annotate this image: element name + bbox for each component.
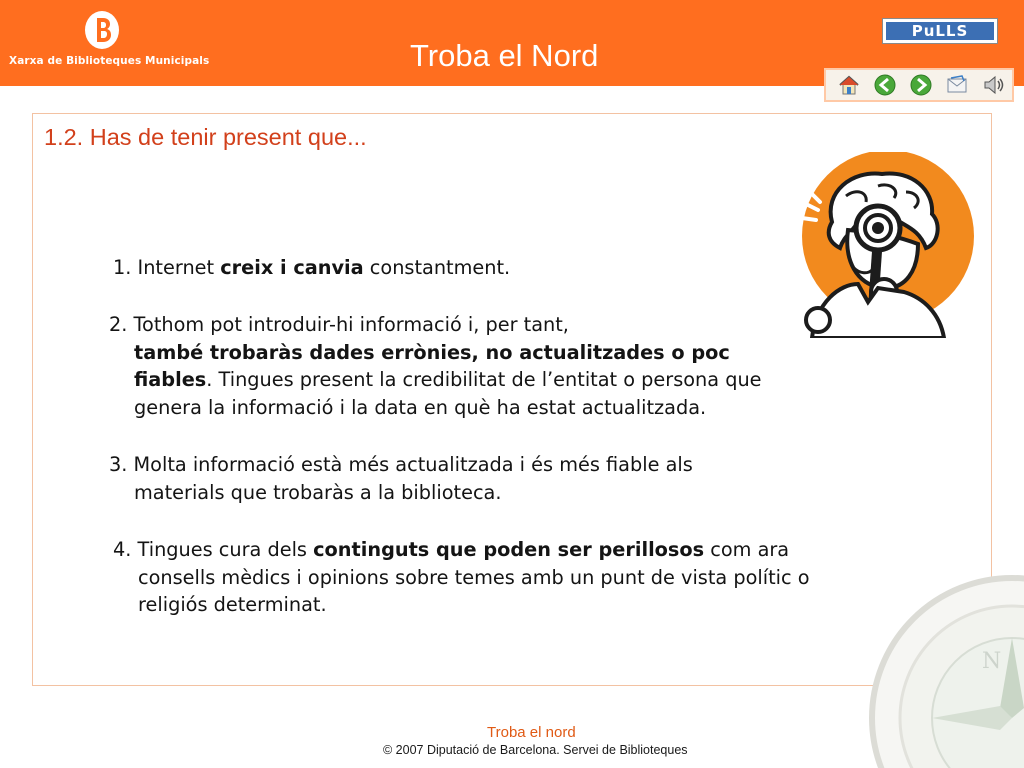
list-item-2	[109, 311, 762, 421]
logo-text: Xarxa de Biblioteques Municipals	[9, 55, 210, 67]
section-heading: 1.2. Has de tenir present que...	[44, 124, 367, 150]
svg-text:N: N	[982, 649, 1002, 674]
item-4-text: 4. Tingues cura dels	[113, 538, 314, 561]
list-item-3	[109, 451, 693, 506]
item-3-line-2: materials que trobaràs a la biblioteca.	[134, 480, 502, 504]
item-2-line-3: . Tingues present la credibilitat de l’entitat o persona que	[206, 368, 762, 391]
item-1-text: 1. Internet	[113, 256, 221, 279]
item-2-bold-word: fiables	[134, 368, 207, 391]
envelope-icon	[945, 73, 969, 97]
home-button[interactable]	[836, 72, 862, 98]
detective-magnifier-illustration	[782, 152, 982, 338]
forward-button[interactable]	[908, 72, 934, 98]
arrow-right-icon	[909, 73, 933, 97]
speaker-icon	[981, 73, 1005, 97]
item-4-bold: continguts que poden ser perillosos	[313, 538, 705, 561]
item-2-bold-line: també trobaràs dades errònies, no actualitzades o poc	[134, 340, 730, 364]
item-2-line-4: genera la informació i la data en què ha estat actualitzada.	[134, 395, 707, 419]
list-item-4	[113, 536, 810, 619]
item-3-line-1: 3. Molta informació està més actualitzada i és més fiable als	[109, 453, 693, 476]
item-1-bold: creix i canvia	[220, 256, 364, 279]
item-1-tail: constantment.	[363, 256, 511, 279]
pulls-badge[interactable]	[882, 18, 998, 44]
back-button[interactable]	[872, 72, 898, 98]
item-4-tail: com ara	[704, 538, 790, 561]
sound-button[interactable]	[980, 72, 1006, 98]
arrow-left-icon	[873, 73, 897, 97]
nav-toolbar	[824, 68, 1014, 102]
page-title: Troba el Nord	[410, 38, 599, 73]
diputacio-logo-icon	[84, 10, 120, 50]
footer-copyright: © 2007 Diputació de Barcelona. Servei de Biblioteques	[383, 743, 688, 757]
home-icon	[837, 73, 861, 97]
item-4-line-2: consells mèdics i opinions sobre temes amb un punt de vista polític o	[138, 565, 810, 589]
pulls-badge-text: PuLLS	[886, 22, 994, 40]
footer-link[interactable]: Troba el nord	[487, 724, 576, 741]
compass-watermark-icon	[862, 568, 1024, 768]
item-4-line-3: religiós determinat.	[138, 593, 327, 616]
list-item-1	[113, 254, 510, 282]
item-2-line-1: 2. Tothom pot introduir-hi informació i, per tant,	[109, 313, 569, 336]
email-button[interactable]	[944, 72, 970, 98]
